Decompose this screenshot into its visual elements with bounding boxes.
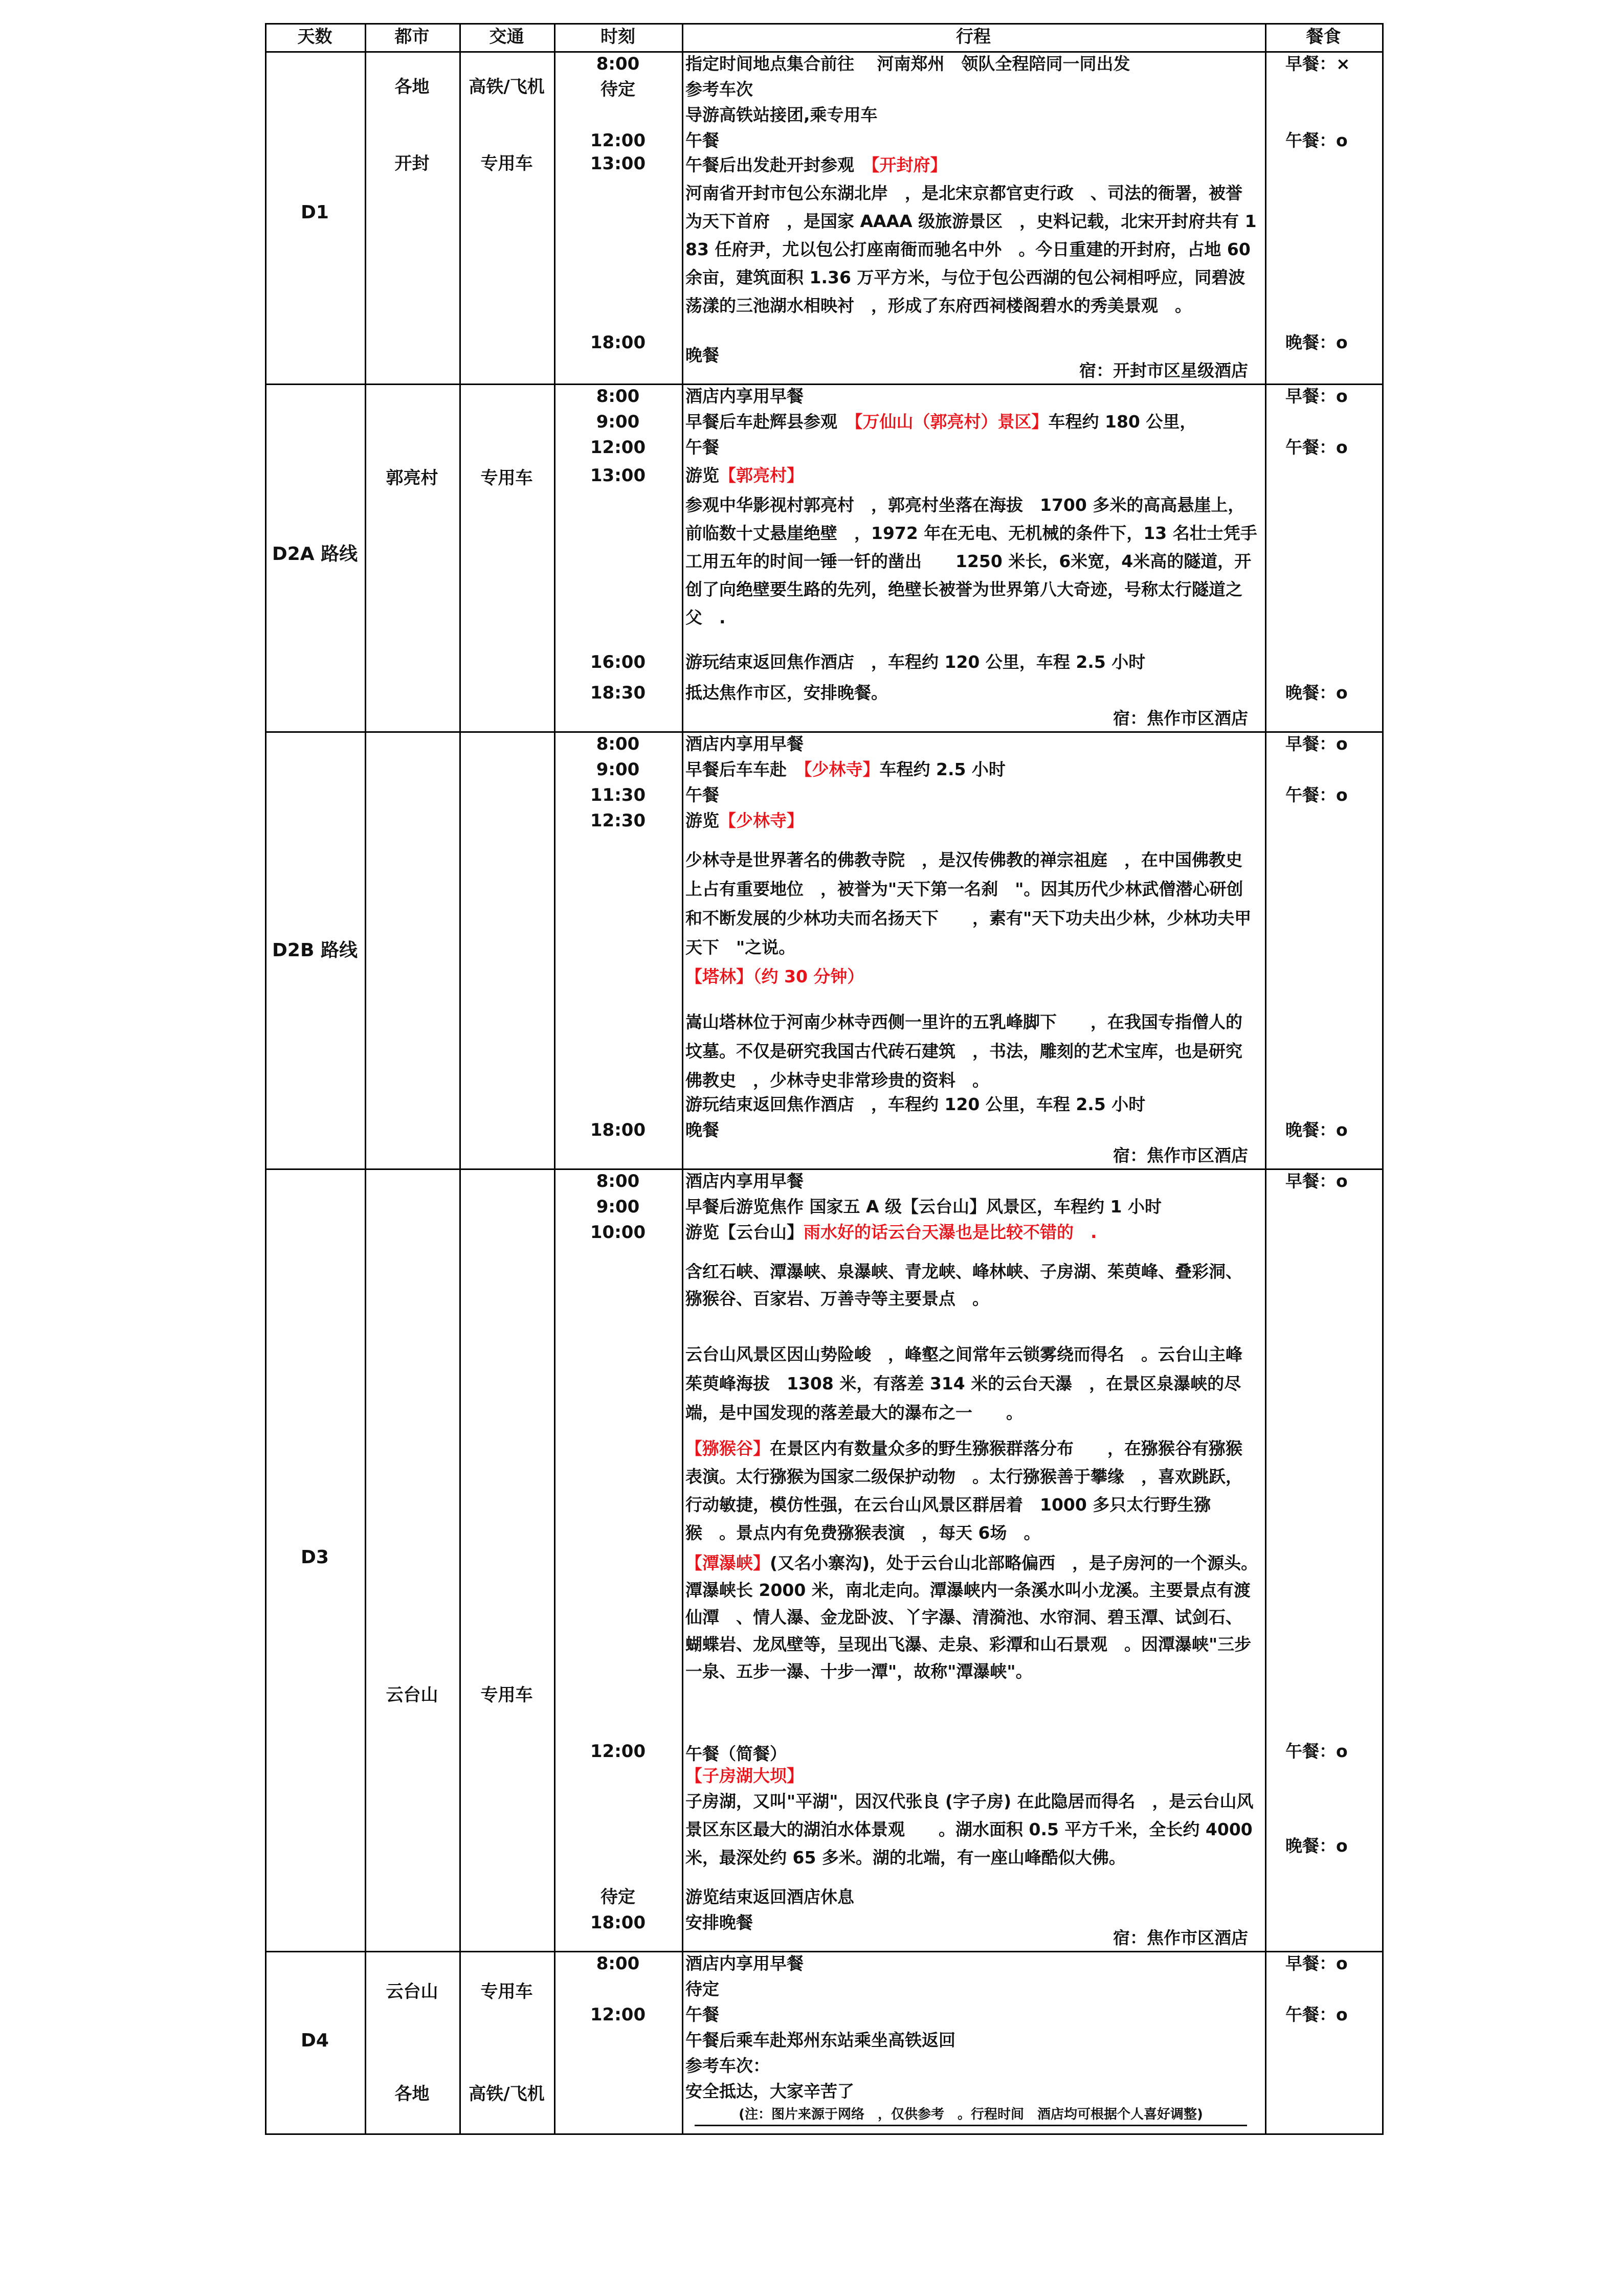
- itinerary-line: 安排晚餐: [685, 1912, 753, 1932]
- lodging-text: 宿：焦作市区酒店: [1113, 1928, 1248, 1948]
- highlight-spot: 【少林寺】: [719, 811, 804, 830]
- header-time: 时刻: [600, 27, 635, 47]
- transport-cell: 专用车: [480, 1685, 533, 1705]
- meal-dinner: 晚餐：o: [1285, 683, 1348, 703]
- time-cell: 8:00: [596, 54, 640, 74]
- description-paragraph: [685, 1549, 1258, 1685]
- highlight-spot: 【郭亮村】: [719, 465, 804, 485]
- itinerary-line: [685, 409, 1258, 435]
- header-transport: 交通: [489, 27, 524, 47]
- description-paragraph: [685, 1434, 1258, 1547]
- time-cell: 8:00: [596, 1953, 640, 1974]
- description-paragraph: 云台山风景区因山势险峻 ，峰壑之间常年云锁雾绕而得名 。云台山主峰茱萸峰海拔 1308 米，有落差 314 米的云台天瀑 ，在景区泉瀑峡的尽端，是中国发现的落差最大的瀑布之一 。: [685, 1344, 1242, 1423]
- itinerary-line: 晚餐: [685, 1120, 719, 1140]
- meal-lunch: 午餐：o: [1285, 130, 1348, 150]
- itinerary-line: 晚餐: [685, 345, 719, 365]
- meal-lunch: 午餐：o: [1285, 437, 1348, 457]
- highlight-spot: 【万仙山（郭亮村）景区】: [854, 412, 1049, 432]
- itinerary-line: 酒店内享用早餐: [685, 734, 804, 754]
- itinerary-line: 游览结束返回酒店休息: [685, 1887, 854, 1907]
- itinerary-line: 午餐: [685, 130, 719, 150]
- itinerary-line: 午餐: [685, 437, 719, 457]
- highlight-spot: 【少林寺】: [804, 759, 880, 779]
- transport-cell: 专用车: [480, 1982, 533, 2002]
- meal-lunch: 午餐：o: [1285, 2005, 1348, 2024]
- time-cell: 9:00: [596, 759, 640, 780]
- lodging-text: 宿：开封市区星级酒店: [1079, 361, 1248, 380]
- time-cell: 8:00: [596, 1171, 640, 1191]
- itinerary-line: [685, 152, 1258, 178]
- city-cell: 郭亮村: [386, 468, 438, 488]
- city-cell: 各地: [394, 2084, 430, 2104]
- itinerary-line: 抵达焦作市区，安排晚餐。: [685, 683, 888, 703]
- highlight-spot: 【猕猴谷】: [685, 1438, 770, 1458]
- time-cell: 9:00: [596, 412, 640, 432]
- itinerary-line: 待定: [685, 1979, 719, 1999]
- itinerary-line: 导游高铁站接团,乘专用车: [685, 105, 878, 125]
- description-paragraph: 含红石峡、潭瀑峡、泉瀑峡、青龙峡、峰林峡、子房湖、茱萸峰、叠彩洞、猕猴谷、百家岩、万善寺等主要景点 。: [685, 1262, 1242, 1309]
- day-label: D2B 路线: [272, 940, 358, 961]
- meal-lunch: 午餐：o: [1285, 785, 1348, 805]
- itinerary-line: 午餐: [685, 785, 719, 805]
- highlight-spot: 【开封府】: [871, 155, 947, 175]
- city-cell: 云台山: [386, 1685, 438, 1705]
- lodging-text: 宿：焦作市区酒店: [1113, 708, 1248, 728]
- itinerary-line: [685, 808, 1258, 834]
- highlight-spot: 【塔林】（约 30 分钟）: [685, 966, 864, 986]
- itinerary-text: 游览: [685, 811, 719, 830]
- description-text: (又名小寨沟)，处于云台山北部略偏西 ，是子房河的一个源头。潭瀑峡长 2000 米，南北走向。潭瀑峡内一条溪水叫小龙溪。主要景点有渡仙潭 、情人瀑、金龙卧波、丫字瀑、清漪池、水帘洞、碧玉潭、试剑石、蝴蝶岩、龙凤壁等，呈现出飞瀑、走泉、彩潭和山石景观 。因潭瀑峡"三步一泉、五步一瀑、十步一潭"，故称"潭瀑峡"。: [685, 1553, 1258, 1681]
- itinerary-line: 指定时间地点集合前往 河南郑州 领队全程陪同一同出发: [685, 54, 1130, 74]
- meal-dinner: 晚餐：o: [1285, 332, 1348, 352]
- meal-lunch: 午餐：o: [1285, 1741, 1348, 1761]
- itinerary-line: [685, 1220, 1258, 1245]
- itinerary-text: 游览【云台山】: [685, 1222, 804, 1242]
- highlight-spot: 【子房湖大坝】: [685, 1766, 804, 1786]
- itinerary-line: 游玩结束返回焦作酒店 ，车程约 120 公里，车程 2.5 小时: [685, 1094, 1146, 1114]
- itinerary-line: 安全抵达，大家辛苦了: [685, 2081, 854, 2101]
- time-cell: 8:00: [596, 386, 640, 407]
- description-paragraph: 河南省开封市包公东湖北岸 ，是北宋京都官吏行政 、司法的衙署，被誉为天下首府 ，是国家 AAAA 级旅游景区 ，史料记载，北宋开封府共有 183 任府尹，尤以包公打座南衙而驰名中外 。今日重建的开封府，占地 60 余亩，建筑面积 1.36 万平方米，与位于包公西湖的包公祠相呼应，同碧波荡漾的三池湖水相映衬 ，形成了东府西祠楼阁碧水的秀美景观 。: [685, 183, 1257, 316]
- itinerary-line: 酒店内享用早餐: [685, 1953, 804, 1973]
- city-cell: 开封: [394, 153, 430, 174]
- itinerary-text: 早餐后车车赴: [685, 759, 804, 779]
- time-cell: 10:00: [590, 1222, 646, 1243]
- itinerary-line: 酒店内享用早餐: [685, 386, 804, 406]
- meal-dinner: 晚餐：o: [1285, 1120, 1348, 1140]
- description-paragraph: 参观中华影视村郭亮村 ，郭亮村坐落在海拔 1700 多米的高高悬崖上，前临数十丈悬崖绝壁 ，1972 年在无电、无机械的条件下，13 名壮士凭手工用五年的时间一锤一钎的凿出 1250 米长，6米宽，4米高的隧道，开创了向绝壁要生路的先列，绝壁长被誉为世界第八大奇迹，号称太行隧道之父 .: [685, 495, 1257, 627]
- description-paragraph: 少林寺是世界著名的佛教寺院 ，是汉传佛教的禅宗祖庭 ，在中国佛教史上占有重要地位 ，被誉为"天下第一名刹 "。因其历代少林武僧潜心研创和不断发展的少林功夫而名扬天下 ，素有"天下功夫出少林，少林功夫甲天下 "之说。: [685, 850, 1252, 957]
- time-cell: 18:30: [590, 683, 646, 703]
- transport-cell: 高铁/飞机: [469, 77, 545, 97]
- time-cell: 12:00: [590, 437, 646, 458]
- meal-breakfast: 早餐：o: [1285, 1953, 1348, 1973]
- description-text: 在景区内有数量众多的野生猕猴群落分布 ，在猕猴谷有猕猴表演。太行猕猴为国家二级保护动物 。太行猕猴善于攀缘 ，喜欢跳跃，行动敏捷，模仿性强，在云台山风景区群居着 1000 多只太行野生猕猴 。景点内有免费猕猴表演 ，每天 6场 。: [685, 1438, 1242, 1543]
- time-cell: 16:00: [590, 652, 646, 672]
- city-cell: 各地: [394, 77, 430, 97]
- time-cell: 8:00: [596, 734, 640, 754]
- header-day: 天数: [297, 27, 332, 47]
- itinerary-line: [685, 757, 1258, 782]
- day-label: D4: [301, 2030, 329, 2051]
- meal-breakfast: 早餐：o: [1285, 734, 1348, 754]
- time-cell: 12:00: [590, 1741, 646, 1762]
- description-paragraph: 嵩山塔林位于河南少林寺西侧一里许的五乳峰脚下 ，在我国专指僧人的坟墓。不仅是研究我国古代砖石建筑 ，书法，雕刻的艺术宝库，也是研究佛教史 ，少林寺史非常珍贵的资料 。: [685, 1012, 1242, 1090]
- itinerary-line: [685, 463, 1258, 488]
- time-cell: 13:00: [590, 153, 646, 174]
- time-cell: 待定: [600, 1887, 635, 1907]
- itinerary-line: 午餐（简餐）: [685, 1744, 787, 1764]
- transport-cell: 专用车: [480, 153, 533, 174]
- itinerary-text: 车程约 180 公里，: [1048, 412, 1197, 432]
- meal-breakfast: 早餐：o: [1285, 1171, 1348, 1191]
- transport-cell: 高铁/飞机: [469, 2084, 545, 2104]
- description-paragraph: 子房湖，又叫"平湖"，因汉代张良 (字子房) 在此隐居而得名 ，是云台山风景区东区最大的湖泊水体景观 。湖水面积 0.5 平方千米，全长约 4000 米，最深处约 65 多米。湖的北端，有一座山峰酷似大佛。: [685, 1791, 1254, 1867]
- time-cell: 13:00: [590, 465, 646, 486]
- city-cell: 云台山: [386, 1982, 438, 2002]
- transport-cell: 专用车: [480, 468, 533, 488]
- time-cell: 11:30: [590, 785, 646, 805]
- lodging-text: 宿：焦作市区酒店: [1113, 1145, 1248, 1165]
- itinerary-text: 车程约 2.5 小时: [879, 759, 1006, 779]
- meal-breakfast: 早餐：×: [1285, 54, 1350, 74]
- time-cell: 18:00: [590, 1912, 646, 1933]
- footnote: (注：图片来源于网络 ，仅供参考 。行程时间 酒店均可根据个人喜好调整): [695, 2104, 1247, 2126]
- time-cell: 12:00: [590, 2005, 646, 2025]
- header-meals: 餐食: [1306, 27, 1341, 47]
- meal-breakfast: 早餐：o: [1285, 386, 1348, 406]
- itinerary-line: 酒店内享用早餐: [685, 1171, 804, 1191]
- time-cell: 18:00: [590, 332, 646, 353]
- time-cell: 待定: [600, 79, 635, 100]
- highlight-note: 雨水好的话云台天瀑也是比较不错的 .: [804, 1222, 1097, 1242]
- day-label: D2A 路线: [272, 544, 358, 565]
- itinerary-table: [265, 23, 1384, 2135]
- itinerary-text: 游览: [685, 465, 719, 485]
- itinerary-text: 午餐后出发赴开封参观: [685, 155, 871, 175]
- time-cell: 12:30: [590, 811, 646, 831]
- highlight-spot: 【潭瀑峡】: [685, 1553, 770, 1573]
- meal-dinner: 晚餐：o: [1285, 1836, 1348, 1856]
- itinerary-line: 参考车次: [685, 79, 753, 99]
- header-itinerary: 行程: [956, 27, 991, 47]
- itinerary-line: 午餐: [685, 2005, 719, 2024]
- day-label: D3: [301, 1547, 329, 1568]
- header-city: 都市: [394, 27, 430, 47]
- time-cell: 12:00: [590, 130, 646, 151]
- itinerary-text: 早餐后车赴辉县参观: [685, 412, 854, 432]
- itinerary-line: 参考车次：: [685, 2056, 770, 2076]
- itinerary-line: 早餐后游览焦作 国家五 A 级【云台山】风景区，车程约 1 小时: [685, 1197, 1162, 1217]
- itinerary-line: 游玩结束返回焦作酒店 ，车程约 120 公里，车程 2.5 小时: [685, 652, 1146, 672]
- itinerary-line: 午餐后乘车赴郑州东站乘坐高铁返回: [685, 2030, 955, 2050]
- time-cell: 18:00: [590, 1120, 646, 1140]
- time-cell: 9:00: [596, 1197, 640, 1217]
- day-label: D1: [301, 202, 329, 223]
